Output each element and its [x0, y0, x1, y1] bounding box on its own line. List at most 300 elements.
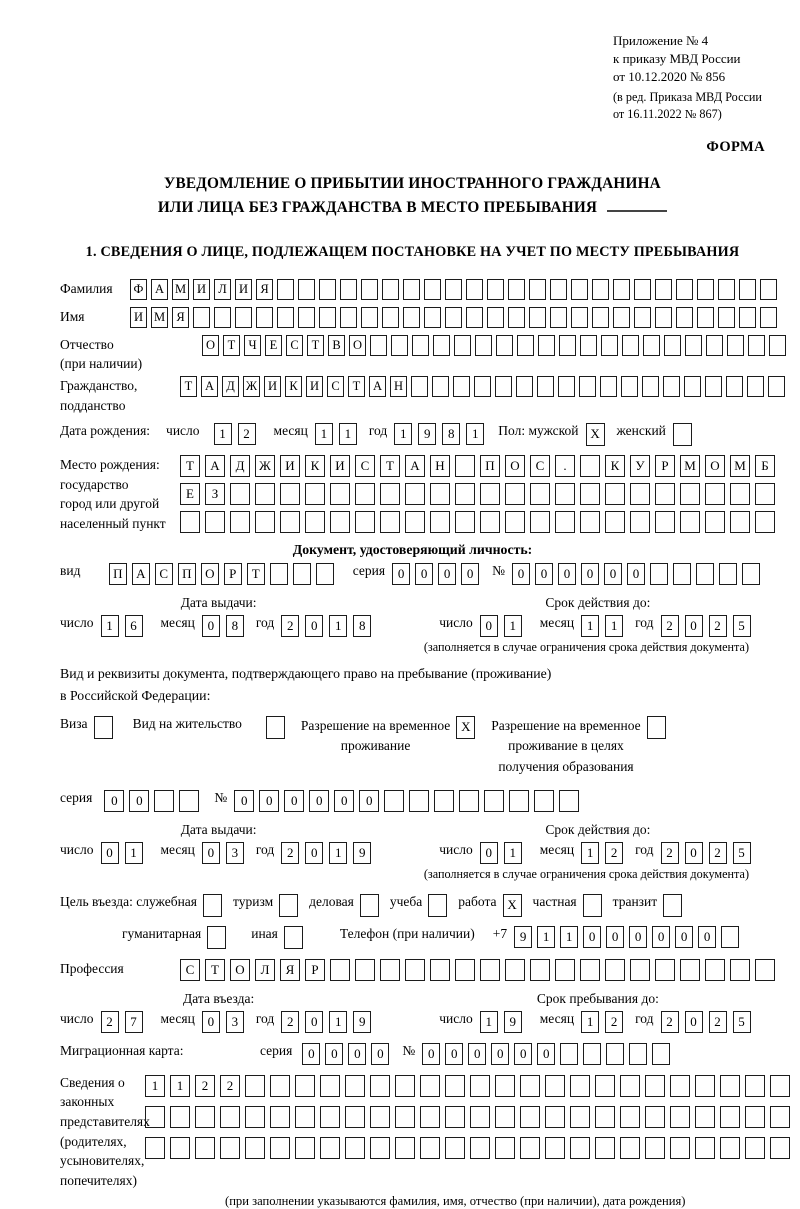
- permit-valid-day-box[interactable]: 0: [480, 842, 498, 864]
- doc-kind-box[interactable]: С: [155, 563, 173, 585]
- citizenship-char-box[interactable]: А: [369, 376, 386, 397]
- profession-char-box[interactable]: О: [230, 959, 250, 981]
- patronymic-char-box[interactable]: [559, 335, 576, 356]
- phone-digit-box[interactable]: 0: [652, 926, 670, 948]
- birthplace-char-box[interactable]: [180, 511, 200, 533]
- doc-valid-year-box[interactable]: 5: [733, 615, 751, 637]
- representative-char-box[interactable]: [295, 1075, 315, 1097]
- entry-year-box[interactable]: 2: [281, 1011, 299, 1033]
- representative-char-box[interactable]: [345, 1075, 365, 1097]
- birthplace-char-box[interactable]: [580, 455, 600, 477]
- entry-day-box[interactable]: 7: [125, 1011, 143, 1033]
- stay-month-box[interactable]: 2: [605, 1011, 623, 1033]
- migcard-number-box[interactable]: [652, 1043, 670, 1065]
- stay-year-box[interactable]: 2: [661, 1011, 679, 1033]
- representative-char-box[interactable]: [520, 1106, 540, 1128]
- birth-year-box[interactable]: 8: [442, 423, 460, 445]
- profession-char-box[interactable]: [605, 959, 625, 981]
- representative-char-box[interactable]: [345, 1137, 365, 1159]
- representative-char-box[interactable]: [645, 1075, 665, 1097]
- representative-char-box[interactable]: [470, 1075, 490, 1097]
- representative-char-box[interactable]: [645, 1106, 665, 1128]
- migcard-number-box[interactable]: 0: [491, 1043, 509, 1065]
- profession-char-box[interactable]: [405, 959, 425, 981]
- patronymic-char-box[interactable]: О: [202, 335, 219, 356]
- profession-char-box[interactable]: [755, 959, 775, 981]
- doc-issue-day-box[interactable]: 1: [101, 615, 119, 637]
- phone-digit-box[interactable]: 0: [698, 926, 716, 948]
- purpose-private-box[interactable]: [583, 894, 602, 917]
- representative-char-box[interactable]: [295, 1137, 315, 1159]
- birthplace-char-box[interactable]: [230, 483, 250, 505]
- name-char-box[interactable]: [298, 307, 315, 328]
- representative-char-box[interactable]: [545, 1106, 565, 1128]
- surname-char-box[interactable]: [508, 279, 525, 300]
- representative-char-box[interactable]: [770, 1137, 790, 1159]
- edu-permit-box[interactable]: [647, 716, 666, 739]
- purpose-official-box[interactable]: [203, 894, 222, 917]
- migcard-number-box[interactable]: [629, 1043, 647, 1065]
- representative-char-box[interactable]: [670, 1137, 690, 1159]
- surname-char-box[interactable]: Ф: [130, 279, 147, 300]
- patronymic-char-box[interactable]: [706, 335, 723, 356]
- representative-char-box[interactable]: [270, 1137, 290, 1159]
- representative-char-box[interactable]: [670, 1106, 690, 1128]
- birthplace-char-box[interactable]: [755, 511, 775, 533]
- name-char-box[interactable]: [718, 307, 735, 328]
- citizenship-char-box[interactable]: [411, 376, 428, 397]
- name-char-box[interactable]: [550, 307, 567, 328]
- doc-kind-box[interactable]: О: [201, 563, 219, 585]
- surname-char-box[interactable]: [634, 279, 651, 300]
- name-char-box[interactable]: [319, 307, 336, 328]
- migcard-number-box[interactable]: 0: [537, 1043, 555, 1065]
- representative-char-box[interactable]: [420, 1106, 440, 1128]
- surname-char-box[interactable]: Я: [256, 279, 273, 300]
- name-char-box[interactable]: [634, 307, 651, 328]
- birthplace-char-box[interactable]: С: [530, 455, 550, 477]
- surname-char-box[interactable]: [571, 279, 588, 300]
- birthplace-char-box[interactable]: И: [280, 455, 300, 477]
- patronymic-char-box[interactable]: [601, 335, 618, 356]
- profession-char-box[interactable]: [680, 959, 700, 981]
- representative-char-box[interactable]: [520, 1075, 540, 1097]
- birthplace-char-box[interactable]: К: [605, 455, 625, 477]
- birthplace-char-box[interactable]: [480, 511, 500, 533]
- doc-series-box[interactable]: 0: [415, 563, 433, 585]
- name-char-box[interactable]: [235, 307, 252, 328]
- patronymic-char-box[interactable]: [433, 335, 450, 356]
- doc-kind-box[interactable]: Р: [224, 563, 242, 585]
- permit-number-box[interactable]: [434, 790, 454, 812]
- representative-char-box[interactable]: 2: [220, 1075, 240, 1097]
- doc-number-box[interactable]: 0: [627, 563, 645, 585]
- doc-number-box[interactable]: 0: [512, 563, 530, 585]
- representative-char-box[interactable]: [420, 1137, 440, 1159]
- representative-char-box[interactable]: 1: [145, 1075, 165, 1097]
- birthplace-char-box[interactable]: [655, 511, 675, 533]
- permit-number-box[interactable]: 0: [359, 790, 379, 812]
- birthplace-char-box[interactable]: Т: [180, 455, 200, 477]
- migcard-number-box[interactable]: [606, 1043, 624, 1065]
- profession-char-box[interactable]: [355, 959, 375, 981]
- representative-char-box[interactable]: [695, 1106, 715, 1128]
- patronymic-char-box[interactable]: [391, 335, 408, 356]
- representative-char-box[interactable]: [245, 1106, 265, 1128]
- surname-char-box[interactable]: [466, 279, 483, 300]
- permit-valid-month-box[interactable]: 1: [581, 842, 599, 864]
- phone-digit-box[interactable]: 0: [675, 926, 693, 948]
- representative-char-box[interactable]: [745, 1137, 765, 1159]
- permit-valid-month-box[interactable]: 2: [605, 842, 623, 864]
- birthplace-char-box[interactable]: [580, 511, 600, 533]
- representative-char-box[interactable]: [170, 1137, 190, 1159]
- surname-char-box[interactable]: [550, 279, 567, 300]
- migcard-number-box[interactable]: [583, 1043, 601, 1065]
- birth-year-box[interactable]: 1: [394, 423, 412, 445]
- migcard-number-box[interactable]: 0: [422, 1043, 440, 1065]
- permit-issue-month-box[interactable]: 0: [202, 842, 220, 864]
- permit-issue-day-box[interactable]: 1: [125, 842, 143, 864]
- birthplace-char-box[interactable]: Ж: [255, 455, 275, 477]
- citizenship-char-box[interactable]: [684, 376, 701, 397]
- permit-valid-year-box[interactable]: 0: [685, 842, 703, 864]
- patronymic-char-box[interactable]: [685, 335, 702, 356]
- representative-char-box[interactable]: [145, 1106, 165, 1128]
- representative-char-box[interactable]: [620, 1106, 640, 1128]
- birthplace-char-box[interactable]: [730, 483, 750, 505]
- birthplace-char-box[interactable]: У: [630, 455, 650, 477]
- migcard-number-box[interactable]: 0: [445, 1043, 463, 1065]
- profession-char-box[interactable]: Р: [305, 959, 325, 981]
- name-char-box[interactable]: И: [130, 307, 147, 328]
- representative-char-box[interactable]: [720, 1106, 740, 1128]
- permit-number-box[interactable]: 0: [284, 790, 304, 812]
- birthplace-char-box[interactable]: [455, 483, 475, 505]
- permit-issue-month-box[interactable]: 3: [226, 842, 244, 864]
- representative-char-box[interactable]: [720, 1075, 740, 1097]
- name-char-box[interactable]: [655, 307, 672, 328]
- profession-char-box[interactable]: [505, 959, 525, 981]
- surname-char-box[interactable]: [403, 279, 420, 300]
- birthplace-char-box[interactable]: [205, 511, 225, 533]
- representative-char-box[interactable]: [745, 1106, 765, 1128]
- name-char-box[interactable]: [361, 307, 378, 328]
- citizenship-char-box[interactable]: И: [306, 376, 323, 397]
- representative-char-box[interactable]: [520, 1137, 540, 1159]
- birth-day-box[interactable]: 2: [238, 423, 256, 445]
- birthplace-char-box[interactable]: [405, 483, 425, 505]
- birthplace-char-box[interactable]: .: [555, 455, 575, 477]
- purpose-work-box[interactable]: X: [503, 894, 522, 917]
- profession-char-box[interactable]: [530, 959, 550, 981]
- surname-char-box[interactable]: Л: [214, 279, 231, 300]
- doc-kind-box[interactable]: [316, 563, 334, 585]
- doc-series-box[interactable]: 0: [438, 563, 456, 585]
- birthplace-char-box[interactable]: [305, 511, 325, 533]
- name-char-box[interactable]: [256, 307, 273, 328]
- visa-box[interactable]: [94, 716, 113, 739]
- birthplace-char-box[interactable]: [555, 483, 575, 505]
- surname-char-box[interactable]: [739, 279, 756, 300]
- doc-issue-year-box[interactable]: 0: [305, 615, 323, 637]
- surname-char-box[interactable]: [361, 279, 378, 300]
- birth-year-box[interactable]: 9: [418, 423, 436, 445]
- citizenship-char-box[interactable]: [642, 376, 659, 397]
- birthplace-char-box[interactable]: [455, 511, 475, 533]
- name-char-box[interactable]: [277, 307, 294, 328]
- surname-char-box[interactable]: [340, 279, 357, 300]
- representative-char-box[interactable]: [620, 1137, 640, 1159]
- permit-valid-year-box[interactable]: 2: [661, 842, 679, 864]
- name-char-box[interactable]: [508, 307, 525, 328]
- representative-char-box[interactable]: [695, 1137, 715, 1159]
- citizenship-char-box[interactable]: Д: [222, 376, 239, 397]
- birthplace-char-box[interactable]: Б: [755, 455, 775, 477]
- birthplace-char-box[interactable]: П: [480, 455, 500, 477]
- birthplace-char-box[interactable]: [505, 511, 525, 533]
- birthplace-char-box[interactable]: [505, 483, 525, 505]
- patronymic-char-box[interactable]: [475, 335, 492, 356]
- birthplace-char-box[interactable]: [655, 483, 675, 505]
- representative-char-box[interactable]: [495, 1075, 515, 1097]
- citizenship-char-box[interactable]: [747, 376, 764, 397]
- permit-valid-year-box[interactable]: 5: [733, 842, 751, 864]
- birthplace-char-box[interactable]: [430, 511, 450, 533]
- patronymic-char-box[interactable]: [454, 335, 471, 356]
- surname-char-box[interactable]: [487, 279, 504, 300]
- doc-valid-year-box[interactable]: 2: [661, 615, 679, 637]
- citizenship-char-box[interactable]: [768, 376, 785, 397]
- representative-char-box[interactable]: [495, 1106, 515, 1128]
- permit-series-box[interactable]: [179, 790, 199, 812]
- birthplace-char-box[interactable]: [330, 483, 350, 505]
- surname-char-box[interactable]: [613, 279, 630, 300]
- citizenship-char-box[interactable]: [558, 376, 575, 397]
- birthplace-char-box[interactable]: [430, 483, 450, 505]
- migcard-number-box[interactable]: 0: [468, 1043, 486, 1065]
- representative-char-box[interactable]: [170, 1106, 190, 1128]
- name-char-box[interactable]: [676, 307, 693, 328]
- birthplace-char-box[interactable]: Д: [230, 455, 250, 477]
- representative-char-box[interactable]: [445, 1075, 465, 1097]
- doc-valid-year-box[interactable]: 2: [709, 615, 727, 637]
- representative-char-box[interactable]: 2: [195, 1075, 215, 1097]
- migcard-series-box[interactable]: 0: [371, 1043, 389, 1065]
- permit-number-box[interactable]: [384, 790, 404, 812]
- representative-char-box[interactable]: [320, 1075, 340, 1097]
- birthplace-char-box[interactable]: [580, 483, 600, 505]
- birthplace-char-box[interactable]: [555, 511, 575, 533]
- representative-char-box[interactable]: [345, 1106, 365, 1128]
- birthplace-char-box[interactable]: [255, 511, 275, 533]
- patronymic-char-box[interactable]: [664, 335, 681, 356]
- citizenship-char-box[interactable]: Ж: [243, 376, 260, 397]
- representative-char-box[interactable]: [570, 1106, 590, 1128]
- representative-char-box[interactable]: [270, 1106, 290, 1128]
- name-char-box[interactable]: [613, 307, 630, 328]
- stay-day-box[interactable]: 9: [504, 1011, 522, 1033]
- permit-number-box[interactable]: [459, 790, 479, 812]
- representative-char-box[interactable]: [320, 1137, 340, 1159]
- permit-number-box[interactable]: 0: [309, 790, 329, 812]
- purpose-business-box[interactable]: [360, 894, 379, 917]
- doc-issue-year-box[interactable]: 8: [353, 615, 371, 637]
- representative-char-box[interactable]: [620, 1075, 640, 1097]
- sex-male-box[interactable]: X: [586, 423, 605, 446]
- permit-number-box[interactable]: [534, 790, 554, 812]
- birthplace-char-box[interactable]: [355, 483, 375, 505]
- permit-issue-day-box[interactable]: 0: [101, 842, 119, 864]
- surname-char-box[interactable]: [529, 279, 546, 300]
- name-char-box[interactable]: [340, 307, 357, 328]
- doc-issue-month-box[interactable]: 8: [226, 615, 244, 637]
- citizenship-char-box[interactable]: [663, 376, 680, 397]
- phone-digit-box[interactable]: 9: [514, 926, 532, 948]
- migcard-number-box[interactable]: [560, 1043, 578, 1065]
- permit-number-box[interactable]: [484, 790, 504, 812]
- entry-month-box[interactable]: 3: [226, 1011, 244, 1033]
- permit-number-box[interactable]: 0: [234, 790, 254, 812]
- citizenship-char-box[interactable]: [453, 376, 470, 397]
- birth-day-box[interactable]: 1: [214, 423, 232, 445]
- entry-year-box[interactable]: 1: [329, 1011, 347, 1033]
- phone-digit-box[interactable]: 0: [606, 926, 624, 948]
- representative-char-box[interactable]: [420, 1075, 440, 1097]
- doc-kind-box[interactable]: [270, 563, 288, 585]
- doc-kind-box[interactable]: Т: [247, 563, 265, 585]
- profession-char-box[interactable]: [655, 959, 675, 981]
- doc-valid-month-box[interactable]: 1: [581, 615, 599, 637]
- birthplace-char-box[interactable]: [630, 511, 650, 533]
- representative-char-box[interactable]: [545, 1137, 565, 1159]
- profession-char-box[interactable]: [555, 959, 575, 981]
- permit-series-box[interactable]: 0: [104, 790, 124, 812]
- permit-number-box[interactable]: 0: [259, 790, 279, 812]
- representative-char-box[interactable]: [370, 1106, 390, 1128]
- citizenship-char-box[interactable]: [621, 376, 638, 397]
- patronymic-char-box[interactable]: [769, 335, 786, 356]
- doc-number-box[interactable]: [673, 563, 691, 585]
- doc-series-box[interactable]: 0: [461, 563, 479, 585]
- stay-year-box[interactable]: 2: [709, 1011, 727, 1033]
- entry-day-box[interactable]: 2: [101, 1011, 119, 1033]
- profession-char-box[interactable]: [730, 959, 750, 981]
- surname-char-box[interactable]: [277, 279, 294, 300]
- birthplace-char-box[interactable]: [380, 483, 400, 505]
- name-char-box[interactable]: [487, 307, 504, 328]
- birthplace-char-box[interactable]: [380, 511, 400, 533]
- surname-char-box[interactable]: [319, 279, 336, 300]
- doc-issue-year-box[interactable]: 2: [281, 615, 299, 637]
- representative-char-box[interactable]: [270, 1075, 290, 1097]
- doc-series-box[interactable]: 0: [392, 563, 410, 585]
- patronymic-char-box[interactable]: Т: [307, 335, 324, 356]
- doc-kind-box[interactable]: А: [132, 563, 150, 585]
- permit-series-box[interactable]: 0: [129, 790, 149, 812]
- representative-char-box[interactable]: [595, 1106, 615, 1128]
- name-char-box[interactable]: [592, 307, 609, 328]
- birthplace-char-box[interactable]: [705, 483, 725, 505]
- birthplace-char-box[interactable]: А: [205, 455, 225, 477]
- doc-number-box[interactable]: 0: [604, 563, 622, 585]
- citizenship-char-box[interactable]: Т: [348, 376, 365, 397]
- profession-char-box[interactable]: Л: [255, 959, 275, 981]
- purpose-transit-box[interactable]: [663, 894, 682, 917]
- birthplace-char-box[interactable]: О: [505, 455, 525, 477]
- doc-number-box[interactable]: 0: [581, 563, 599, 585]
- birthplace-char-box[interactable]: [530, 483, 550, 505]
- representative-char-box[interactable]: [695, 1075, 715, 1097]
- birthplace-char-box[interactable]: Н: [430, 455, 450, 477]
- name-char-box[interactable]: [403, 307, 420, 328]
- doc-number-box[interactable]: 0: [558, 563, 576, 585]
- surname-char-box[interactable]: [382, 279, 399, 300]
- representative-char-box[interactable]: [195, 1106, 215, 1128]
- doc-valid-month-box[interactable]: 1: [605, 615, 623, 637]
- patronymic-char-box[interactable]: [370, 335, 387, 356]
- birthplace-char-box[interactable]: К: [305, 455, 325, 477]
- surname-char-box[interactable]: А: [151, 279, 168, 300]
- representative-char-box[interactable]: [245, 1075, 265, 1097]
- representative-char-box[interactable]: [195, 1137, 215, 1159]
- stay-day-box[interactable]: 1: [480, 1011, 498, 1033]
- birthplace-char-box[interactable]: [405, 511, 425, 533]
- doc-kind-box[interactable]: П: [109, 563, 127, 585]
- permit-series-box[interactable]: [154, 790, 174, 812]
- citizenship-char-box[interactable]: С: [327, 376, 344, 397]
- representative-char-box[interactable]: [245, 1137, 265, 1159]
- migcard-series-box[interactable]: 0: [325, 1043, 343, 1065]
- representative-char-box[interactable]: [320, 1106, 340, 1128]
- representative-char-box[interactable]: [720, 1137, 740, 1159]
- birthplace-char-box[interactable]: [680, 511, 700, 533]
- migcard-series-box[interactable]: 0: [348, 1043, 366, 1065]
- representative-char-box[interactable]: [770, 1106, 790, 1128]
- patronymic-char-box[interactable]: [496, 335, 513, 356]
- representative-char-box[interactable]: [770, 1075, 790, 1097]
- phone-digit-box[interactable]: 1: [560, 926, 578, 948]
- profession-char-box[interactable]: [480, 959, 500, 981]
- birthplace-char-box[interactable]: [680, 483, 700, 505]
- name-char-box[interactable]: М: [151, 307, 168, 328]
- stay-month-box[interactable]: 1: [581, 1011, 599, 1033]
- patronymic-char-box[interactable]: Ч: [244, 335, 261, 356]
- birth-month-box[interactable]: 1: [315, 423, 333, 445]
- profession-char-box[interactable]: [580, 959, 600, 981]
- permit-number-box[interactable]: 0: [334, 790, 354, 812]
- profession-char-box[interactable]: [430, 959, 450, 981]
- citizenship-char-box[interactable]: [432, 376, 449, 397]
- doc-issue-month-box[interactable]: 0: [202, 615, 220, 637]
- patronymic-char-box[interactable]: [580, 335, 597, 356]
- representative-char-box[interactable]: [670, 1075, 690, 1097]
- surname-char-box[interactable]: [676, 279, 693, 300]
- doc-number-box[interactable]: [742, 563, 760, 585]
- birth-year-box[interactable]: 1: [466, 423, 484, 445]
- permit-issue-year-box[interactable]: 0: [305, 842, 323, 864]
- temp-permit-box[interactable]: X: [456, 716, 475, 739]
- sex-female-box[interactable]: [673, 423, 692, 446]
- surname-char-box[interactable]: [760, 279, 777, 300]
- birthplace-char-box[interactable]: М: [730, 455, 750, 477]
- migcard-series-box[interactable]: 0: [302, 1043, 320, 1065]
- representative-char-box[interactable]: [370, 1075, 390, 1097]
- patronymic-char-box[interactable]: Т: [223, 335, 240, 356]
- name-char-box[interactable]: [382, 307, 399, 328]
- stay-year-box[interactable]: 5: [733, 1011, 751, 1033]
- citizenship-char-box[interactable]: [537, 376, 554, 397]
